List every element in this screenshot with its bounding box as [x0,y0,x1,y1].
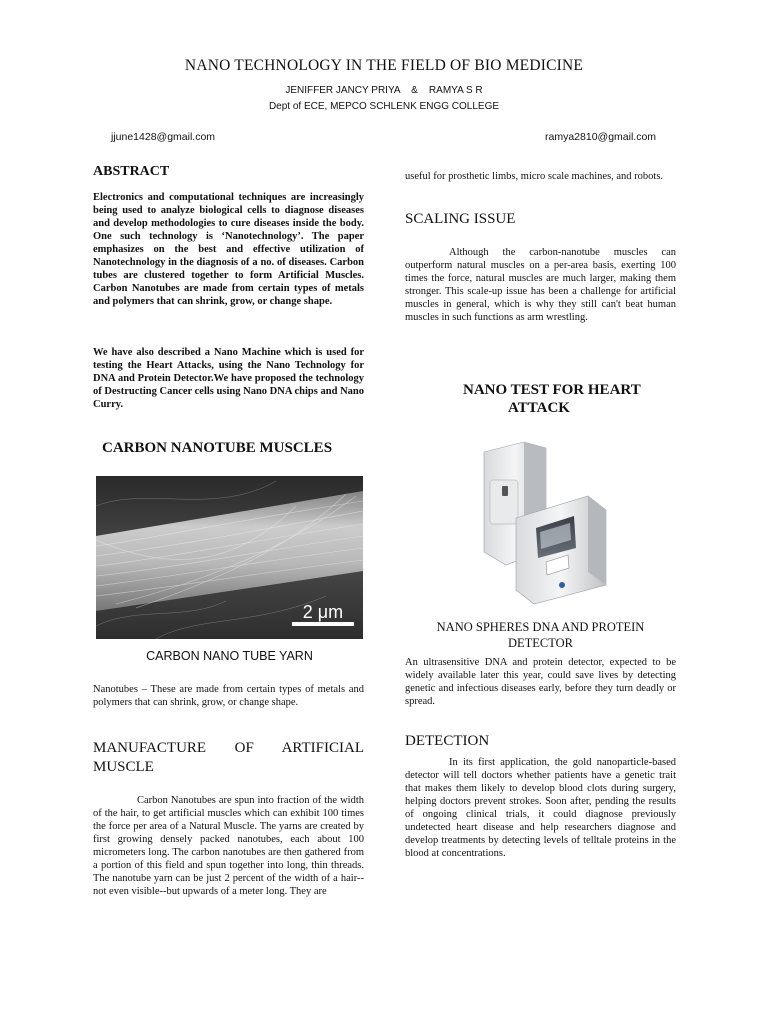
email-author-2[interactable]: ramya2810@gmail.com [545,131,657,143]
nano-spheres-caption [405,619,676,651]
continued-paragraph: useful for prosthetic limbs, micro scale machines, and robots. [405,171,664,182]
author-separator: & [411,85,418,96]
scaling-issue-paragraph: Although the carbon-nanotube muscles can outperform natural muscles on a per-area basis, exerting 100 times the force, natural muscles are much larger, making them stronger. This scale-up issue has been a challenge for artificial muscles in general, which is why they still can't beat human muscles in such functions as arm wrestling. [405,247,676,323]
manufacture-paragraph: Carbon Nanotubes are spun into fraction of the width of the hair, to get artificial muscles which can exhibit 100 times the force per area of a Natural Muscle. The yarns are created by first growing densely packed nanotubes, each about 100 micrometers long. The carbon nanotubes are then gathered from a portion of this field and spun together into long, thin threads. The nanotube yarn can be just 2 percent of the width of a hair--not even visible--but upwards of a meter long. They are [93,795,364,897]
nano-spheres-caption-line2: DETECTOR [507,636,574,650]
carbon-nanotube-heading: CARBON NANOTUBE MUSCLES [102,440,333,456]
scaling-issue-heading: SCALING ISSUE [405,211,516,227]
nano-test-device-image [476,440,608,605]
nanotubes-paragraph: Nanotubes – These are made from certain types of metals and polymers that can shrink, grow, or change shape. [93,684,364,708]
heart-attack-heading-line2: ATTACK [508,400,570,416]
email-author-1[interactable]: jjune1428@gmail.com [111,131,216,143]
detection-heading: DETECTION [405,733,490,749]
detector-paragraph: An ultrasensitive DNA and protein detector, expected to be widely available later this year, could save lives by detecting genetic and infectious diseases early, before they turn deadly or spread. [405,657,676,707]
heart-attack-heading-line1: NANO TEST FOR HEART [463,382,641,398]
author-1: JENIFFER JANCY PRIYA [285,85,400,96]
department: Dept of ECE, MEPCO SCHLENK ENGG COLLEGE [268,101,500,112]
author-line [0,85,768,96]
paper-title: NANO TECHNOLOGY IN THE FIELD OF BIO MEDICINE [184,57,584,74]
yarn-caption: CARBON NANO TUBE YARN [146,649,313,663]
device-illustration [476,440,608,605]
abstract-heading: ABSTRACT [93,164,170,179]
nano-spheres-caption-line1: NANO SPHERES DNA AND PROTEIN [436,620,645,634]
carbon-nanotube-yarn-image [96,476,363,639]
scale-bar-label: 2 μm [302,602,344,622]
yarn-micrograph [96,476,363,639]
author-2: RAMYA S R [428,85,483,96]
abstract-paragraph-1: Electronics and computational techniques are increasingly being used to analyze biological cells to diagnose diseases and develop methodologies to cure diseases inside the body. One such technology is ‘Nanotechnology’. The paper emphasizes on the best and effective utilization of Nanotechnology in the diagnosis of a no. of diseases. Carbon tubes are clustered together to form Artificial Muscles. Carbon Nanotubes are made from certain types of metals and polymers that can shrink, grow, or change shape. [93,192,364,307]
abstract-paragraph-2: We have also described a Nano Machine which is used for testing the Heart Attacks, using the Nano Technology for DNA and Protein Detector.We have proposed the technology of Destructing Cancer cells using Nano DNA chips and Nano Curry. [93,347,364,410]
manufacture-heading: MANUFACTURE OF ARTIFICIAL MUSCLE [93,740,364,775]
detection-paragraph: In its first application, the gold nanoparticle-based detector will tell doctors whether patients have a genetic trait that makes them likely to develop blood clots during surgery, helping doctors prevent strokes. Soon after, pending the results of ongoing clinical trials, it could diagnose previously undetected heart disease and help researchers diagnose and develop treatments by detecting levels of telltale proteins in the blood at concentrations. [405,757,676,859]
